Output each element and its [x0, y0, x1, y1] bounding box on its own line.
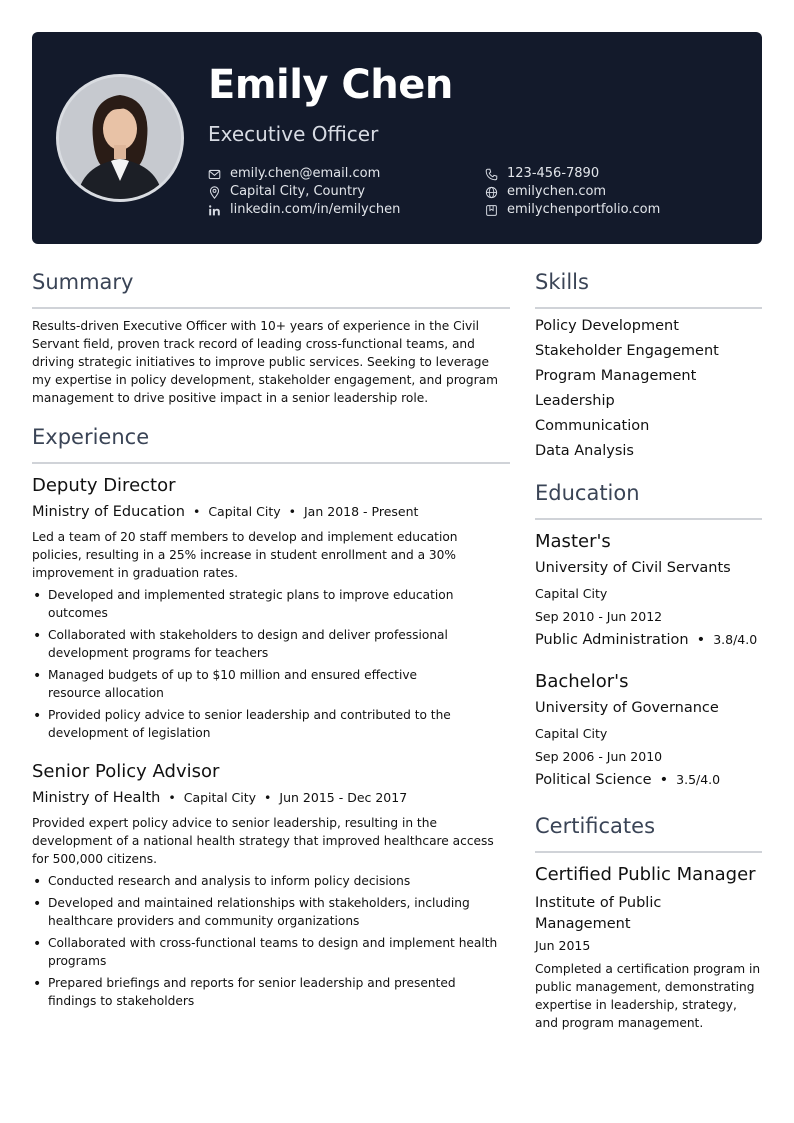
job-organization: Ministry of Health — [32, 790, 161, 806]
skills-divider — [535, 307, 762, 309]
globe-icon — [485, 186, 498, 199]
skill-item: Policy Development — [535, 318, 679, 334]
certificate-date: Jun 2015 — [535, 938, 591, 953]
education-city: Capital City — [535, 586, 608, 601]
certificates-divider — [535, 851, 762, 853]
job-description: Led a team of 20 staff members to develop and implement education policies, resulting in a 25% increase in student enrollment and a 30% improvement in graduation rates. — [32, 530, 458, 580]
education-field-name: Political Science — [535, 772, 652, 788]
contact-phone-text: 123-456-7890 — [507, 166, 600, 181]
summary-heading: Summary — [32, 270, 134, 294]
job-organization: Ministry of Education — [32, 504, 185, 520]
job-bullet-list — [32, 872, 502, 1014]
skill-item: Program Management — [535, 368, 697, 384]
education-gpa: 3.5/4.0 — [676, 772, 721, 787]
phone-icon — [485, 168, 498, 181]
education-degree: Bachelor's — [535, 671, 629, 692]
education-field: Public Administration • 3.8/4.0 — [535, 632, 758, 648]
contact-portfolio-text: emilychenportfolio.com — [507, 202, 661, 217]
certificate-description: Completed a certification program in public management, demonstrating expertise in leadership, strategy, and program management. — [535, 962, 761, 1030]
skill-item: Communication — [535, 418, 650, 434]
contact-email-text: emily.chen@email.com — [230, 166, 381, 181]
candidate-name: Emily Chen — [208, 62, 453, 108]
education-city: Capital City — [535, 726, 608, 741]
education-dates: Sep 2006 - Jun 2010 — [535, 749, 663, 764]
job-meta: Ministry of Health • Capital City • Jun 2015 - Dec 2017 — [32, 790, 408, 806]
profile-photo-icon — [59, 77, 181, 199]
job-meta: Ministry of Education • Capital City • Jan 2018 - Present — [32, 504, 419, 520]
education-dates: Sep 2010 - Jun 2012 — [535, 609, 663, 624]
certificate-issuer: Institute of Public Management — [535, 895, 662, 932]
education-school: University of Civil Servants — [535, 560, 731, 576]
education-divider — [535, 518, 762, 520]
contact-website[interactable] — [485, 183, 606, 201]
portfolio-icon — [485, 204, 498, 217]
skill-item: Leadership — [535, 393, 615, 409]
contact-website-text: emilychen.com — [507, 184, 607, 199]
job-city: Capital City — [208, 504, 281, 519]
job-bullet-list — [32, 586, 472, 746]
job-bullet: • Collaborated with stakeholders to design and deliver professional development programs for teachers — [32, 626, 472, 662]
contact-phone[interactable] — [485, 165, 599, 183]
contact-email[interactable] — [208, 165, 380, 183]
job-title: Senior Policy Advisor — [32, 761, 220, 782]
contact-portfolio[interactable] — [485, 201, 660, 219]
certificate-name: Certified Public Manager — [535, 864, 756, 885]
job-description: Provided expert policy advice to senior leadership, resulting in the development of a national health strategy that improved healthcare access for 500,000 citizens. — [32, 816, 494, 866]
job-bullet: • Collaborated with cross-functional teams to design and implement health programs — [32, 934, 502, 970]
profile-photo — [56, 74, 184, 202]
job-city: Capital City — [183, 790, 257, 805]
summary-text: Results-driven Executive Officer with 10+ years of experience in the Civil Servant field, proven track record of leading cross-functional teams, and driving strategic initiatives to improve public services. Seeking to leverage my expertise in policy development, stakeholder engagement, and program management to drive positive impact in a senior leadership role. — [32, 319, 498, 405]
education-field-name: Public Administration — [535, 632, 689, 648]
contact-linkedin[interactable] — [208, 201, 400, 219]
job-dates: Jun 2015 - Dec 2017 — [279, 790, 408, 805]
linkedin-icon — [208, 204, 221, 217]
resume-header — [32, 32, 762, 244]
job-bullet: • Provided policy advice to senior leadership and contributed to the development of legislation — [32, 706, 472, 742]
skills-heading: Skills — [535, 270, 589, 294]
contact-location-text: Capital City, Country — [230, 184, 366, 199]
job-bullet: • Prepared briefings and reports for senior leadership and presented findings to stakeholders — [32, 974, 502, 1010]
summary-divider — [32, 307, 510, 309]
mail-icon — [208, 168, 221, 181]
certificates-heading: Certificates — [535, 814, 656, 838]
contact-location — [208, 183, 365, 201]
location-pin-icon — [208, 186, 221, 199]
job-bullet: • Developed and implemented strategic plans to improve education outcomes — [32, 586, 472, 622]
contact-linkedin-text: linkedin.com/in/emilychen — [230, 202, 401, 217]
job-bullet: • Managed budgets of up to $10 million and ensured effective resource allocation — [32, 666, 472, 702]
education-heading: Education — [535, 481, 640, 505]
job-bullet: • Developed and maintained relationships with stakeholders, including healthcare providers and community organizations — [32, 894, 502, 930]
education-gpa: 3.8/4.0 — [713, 632, 758, 647]
education-school: University of Governance — [535, 700, 719, 716]
candidate-title: Executive Officer — [208, 122, 379, 146]
skill-item: Stakeholder Engagement — [535, 343, 719, 359]
job-dates: Jan 2018 - Present — [304, 504, 419, 519]
job-title: Deputy Director — [32, 475, 176, 496]
education-degree: Master's — [535, 531, 611, 552]
experience-heading: Experience — [32, 425, 150, 449]
education-field: Political Science • 3.5/4.0 — [535, 772, 721, 788]
experience-divider — [32, 462, 510, 464]
skill-item: Data Analysis — [535, 443, 634, 459]
job-bullet: • Conducted research and analysis to inform policy decisions — [32, 872, 502, 890]
